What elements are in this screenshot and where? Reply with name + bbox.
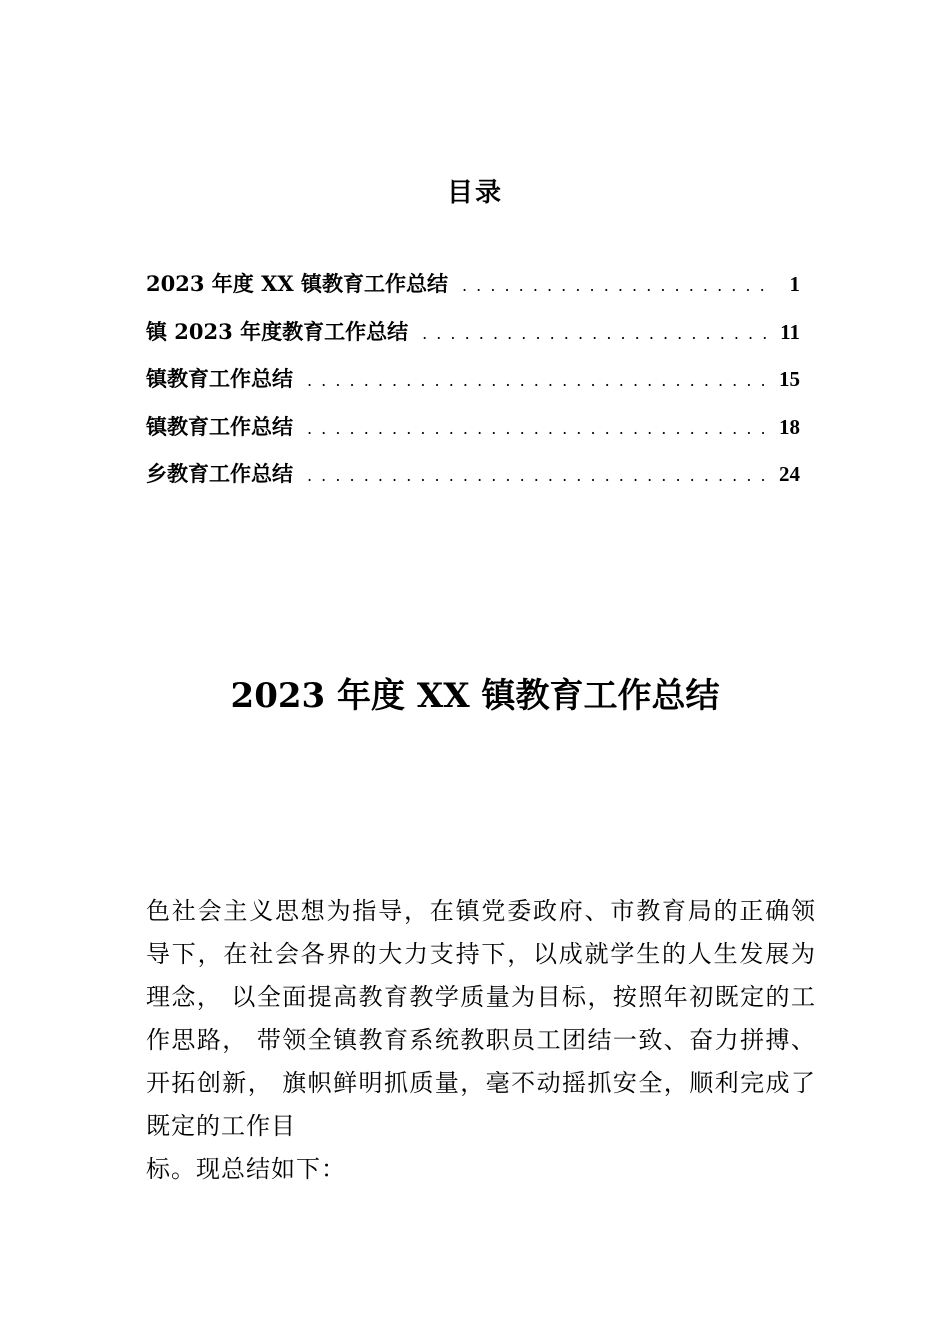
toc-entry-text: 2023 年度 XX 镇教育工作总结 <box>146 271 448 296</box>
toc-leader-dots <box>307 419 768 438</box>
toc-entry[interactable] <box>146 411 800 459</box>
document-title: 2023 年度 XX 镇教育工作总结 <box>230 676 720 716</box>
toc-entry-text: 镇 2023 年度教育工作总结 <box>146 318 409 344</box>
toc-entry[interactable] <box>146 268 800 316</box>
toc-entry-page: 1 <box>789 272 800 296</box>
toc-entry-text: 镇教育工作总结 <box>146 366 293 391</box>
toc-entry-page: 15 <box>779 367 800 391</box>
toc-entry-page: 11 <box>780 319 800 344</box>
toc-entry[interactable] <box>146 316 800 364</box>
document-body <box>146 890 816 1191</box>
toc-leader-dots <box>307 371 768 390</box>
toc-entry-page: 24 <box>779 462 800 486</box>
toc-title: 目录 <box>446 178 503 208</box>
toc-entry-text: 乡教育工作总结 <box>146 461 293 486</box>
body-paragraph: 标。现总结如下： <box>146 1155 346 1183</box>
toc-leader-dots <box>462 276 768 295</box>
toc-leader-dots <box>307 466 768 485</box>
toc-entry-text: 镇教育工作总结 <box>146 413 293 439</box>
table-of-contents <box>146 268 800 506</box>
body-paragraph: 色社会主义思想为指导，在镇党委政府、市教育局的正确领导下，在社会各界的大力支持下，以成就学生的人生发展为理念， 以全面提高教育教学质量为目标，按照年初既定的工作思路， 带领全镇教育系统教职员工团结一致、奋力拼搏、开拓创新， 旗帜鲜明抓质量，毫不动摇抓安全，顺利完成了既定的工作目 <box>146 897 816 1140</box>
toc-leader-dots <box>422 324 768 343</box>
toc-entry[interactable] <box>146 363 800 411</box>
toc-entry-page: 18 <box>779 414 800 439</box>
toc-entry[interactable] <box>146 458 800 506</box>
